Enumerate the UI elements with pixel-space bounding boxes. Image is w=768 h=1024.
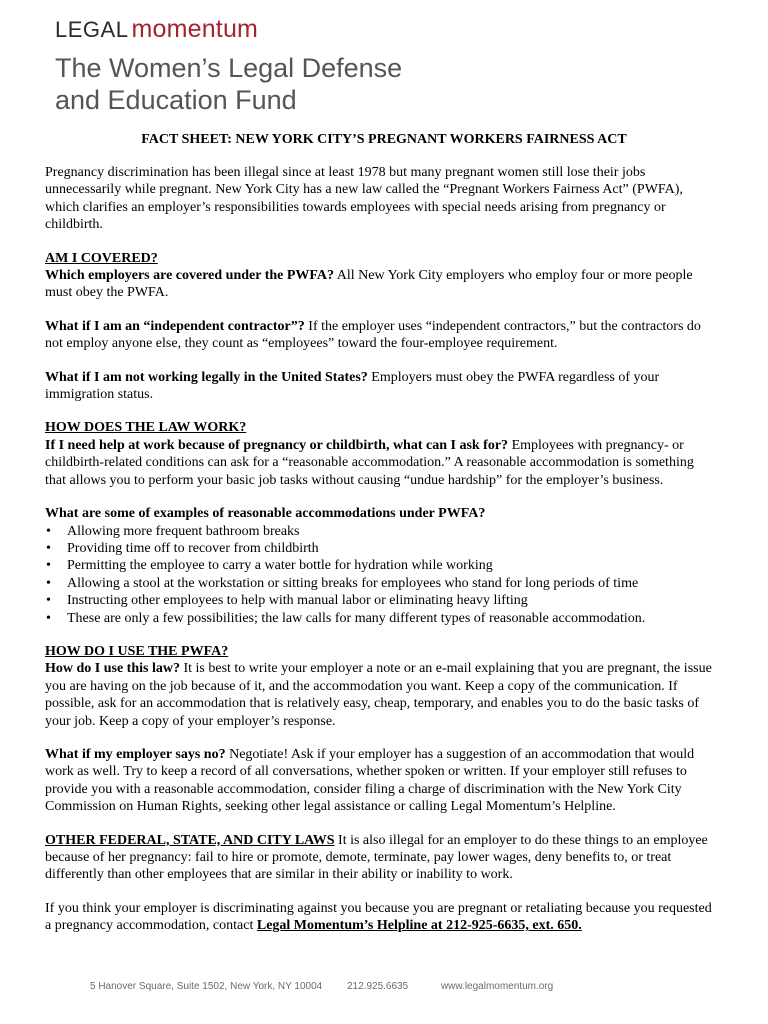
other-laws-paragraph bbox=[45, 832, 717, 884]
covered-answer-2: If the employer uses “independent contractors,” but the contractors do not employ anyone else, they count as “employees” toward the four-employee requirement. bbox=[45, 318, 701, 352]
covered-question-1: Which employers are covered under the PWFA? bbox=[45, 268, 335, 284]
howuse-answer-1: It is best to write your employer a note or an e-mail explaining that you are pregnant, the issue you are having on the job because of it, and the accommodation you want. Keep a copy of the communication. If possible, ask for an accommodation that is relatively easy, cheap, temporary, and enables you to do the basic tasks of your job. Keep a copy of your employer’s response. bbox=[45, 661, 712, 729]
intro-paragraph: Pregnancy discrimination has been illegal since at least 1978 but many pregnant women still lose their jobs unnecessarily while pregnant. New York City has a new law called the “Pregnant Workers Fairness Act” (PWFA), which clarifies an employer’s responsibilities towards employees with special needs arising from pregnancy or childbirth. bbox=[45, 165, 683, 233]
covered-heading: AM I COVERED? bbox=[45, 250, 158, 266]
covered-question-2: What if I am an “independent contractor”? bbox=[45, 318, 305, 334]
how-to-use-heading: HOW DO I USE THE PWFA? bbox=[45, 643, 229, 659]
helpline-contact: Legal Momentum’s Helpline at 212-925-6635, ext. 650. bbox=[256, 918, 582, 934]
closing-text: If you think your employer is discriminating against you because you are pregnant or retaliating because you requested a pregnancy accommodation, contact bbox=[45, 900, 712, 934]
how-law-works-heading: HOW DOES THE LAW WORK? bbox=[45, 420, 247, 436]
covered-q1-paragraph bbox=[45, 267, 717, 302]
list-item: • These are only a few possibilities; the law calls for many different types of reasonable accommodation. bbox=[45, 610, 717, 627]
howuse-q1-paragraph bbox=[45, 660, 717, 730]
logo-momentum-word: momentum bbox=[131, 15, 259, 43]
legal-momentum-logo bbox=[55, 15, 258, 44]
accommodation-examples-list bbox=[45, 523, 717, 627]
covered-section bbox=[45, 250, 717, 404]
list-item: • Instructing other employees to help with manual labor or eliminating heavy lifting bbox=[45, 592, 717, 609]
footer-address: 5 Hanover Square, Suite 1502, New York, NY 10004 bbox=[90, 981, 323, 992]
howuse-answer-2: Negotiate! Ask if your employer has a suggestion of an accommodation that would work as well. Try to keep a record of all conversations, whether spoken or written. If your employer still refuses to provide you with a reasonable accommodation, consider filing a charge of discrimination with the New York City Commission on Human Rights, seeking other legal assistance or calling Legal Momentum’s Helpline. bbox=[45, 746, 695, 815]
fact-sheet-body bbox=[45, 164, 717, 951]
org-line-1: The Women’s Legal Defense bbox=[55, 53, 403, 83]
how-law-works-section bbox=[45, 419, 717, 626]
page-footer bbox=[90, 981, 553, 992]
howuse-question-1: How do I use this law? bbox=[45, 661, 180, 677]
list-item: • Providing time off to recover from childbirth bbox=[45, 540, 717, 557]
logo-legal-word: LEGAL bbox=[55, 17, 129, 42]
howuse-q2-paragraph bbox=[45, 746, 717, 816]
howworks-answer-1: Employees with pregnancy- or childbirth-related conditions can ask for a “reasonable accommodation.” A reasonable accommodation is something that allows you to perform your basic job tasks without causing “undue hardship” for the employer’s business. bbox=[45, 437, 694, 488]
how-to-use-section bbox=[45, 643, 717, 816]
howworks-question-1: If I need help at work because of pregnancy or childbirth, what can I ask for? bbox=[45, 437, 509, 453]
howworks-q1-paragraph bbox=[45, 437, 717, 489]
covered-answer-1: All New York City employers who employ four or more people must obey the PWFA. bbox=[45, 268, 693, 301]
organization-name bbox=[55, 52, 402, 116]
fact-sheet-title: FACT SHEET: NEW YORK CITY’S PREGNANT WORKERS FAIRNESS ACT bbox=[141, 132, 627, 147]
howworks-question-2: What are some of examples of reasonable accommodations under PWFA? bbox=[45, 506, 486, 522]
list-item: • Allowing more frequent bathroom breaks bbox=[45, 523, 717, 540]
closing-paragraph bbox=[45, 900, 717, 935]
list-item: • Allowing a stool at the workstation or sitting breaks for employees who stand for long periods of time bbox=[45, 575, 717, 592]
other-laws-text: It is also illegal for an employer to do these things to an employee because of her pregnancy: fail to hire or promote, demote, terminate, pay lower wages, deny benefits to, or treat differently than other employees that are similar in their ability or inability to work. bbox=[45, 832, 708, 883]
covered-answer-3: Employers must obey the PWFA regardless of your immigration status. bbox=[45, 369, 660, 403]
covered-question-3: What if I am not working legally in the United States? bbox=[45, 369, 368, 385]
footer-website: www.legalmomentum.org bbox=[440, 981, 554, 992]
covered-q3-paragraph bbox=[45, 369, 717, 404]
list-item: • Permitting the employee to carry a water bottle for hydration while working bbox=[45, 557, 717, 574]
covered-q2-paragraph bbox=[45, 318, 717, 353]
other-laws-heading: OTHER FEDERAL, STATE, AND CITY LAWS bbox=[45, 832, 335, 848]
footer-phone: 212.925.6635 bbox=[346, 981, 409, 992]
howuse-question-2: What if my employer says no? bbox=[45, 746, 226, 762]
org-line-2: and Education Fund bbox=[55, 85, 297, 115]
